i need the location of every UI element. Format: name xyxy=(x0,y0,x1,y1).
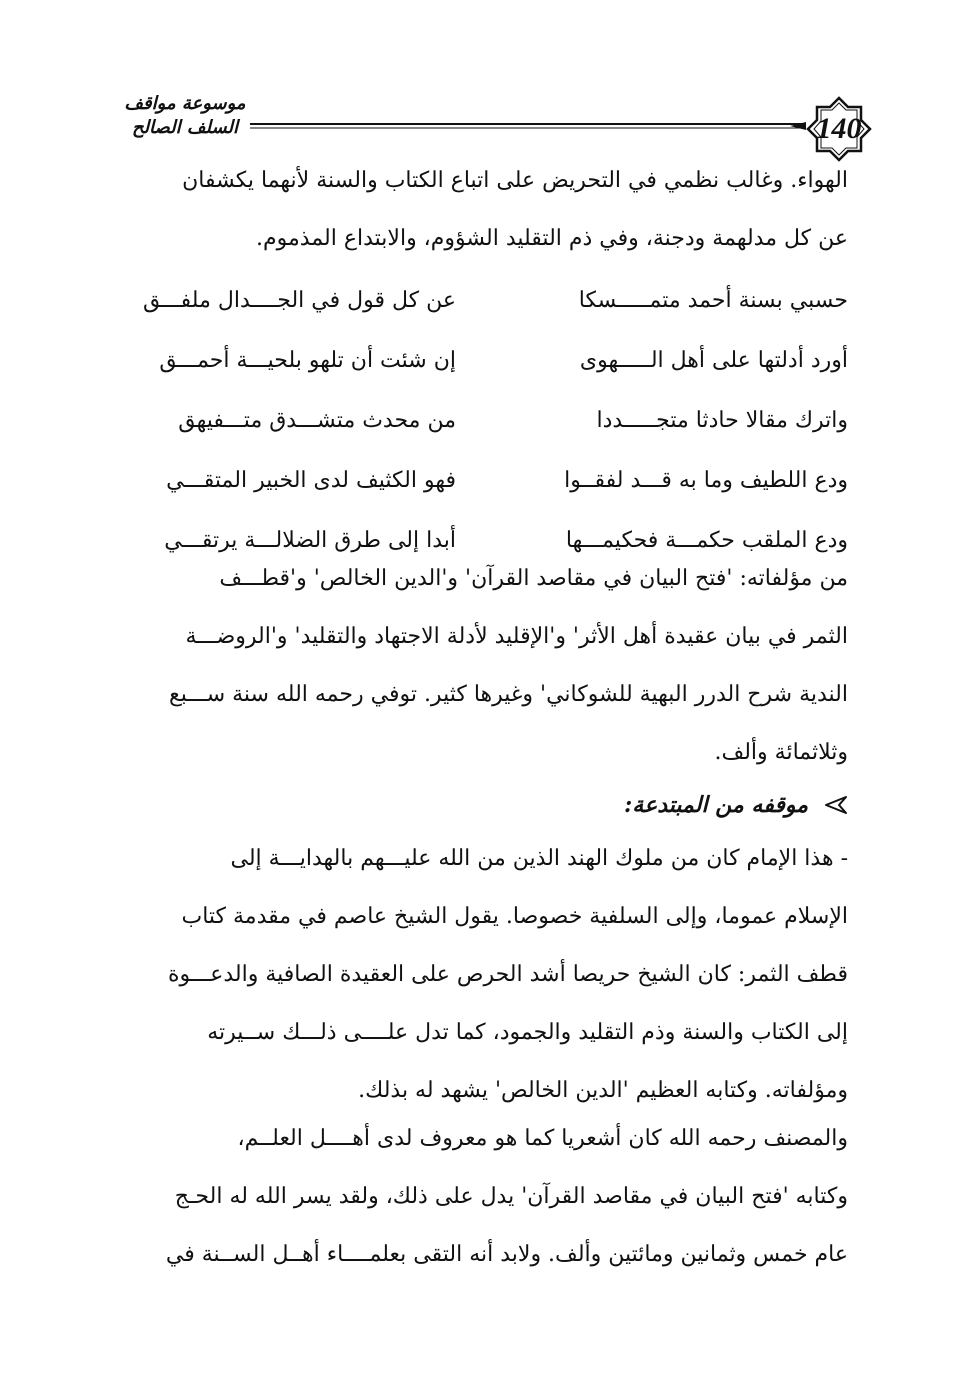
verse-second-hemistich: إن شئت أن تلهو بلحيـــة أحمـــق xyxy=(159,347,456,373)
text-line: الإسلام عموما، وإلى السلفية خصوصا. يقول الشيخ عاصم في مقدمة كتاب xyxy=(181,904,848,929)
verse-second-hemistich: من محدث متشـــدق متـــفيهق xyxy=(178,407,456,433)
verse-first-hemistich: أورد أدلتها على أهل الـــــهوى xyxy=(579,347,848,373)
verse-second-hemistich: عن كل قول في الجــــدال ملفـــق xyxy=(142,287,456,313)
section-heading-text: موقفه من المبتدعة: xyxy=(624,792,808,818)
text-line: عام خمس وثمانين ومائتين وألف. ولابد أنه التقى بعلمــــاء أهــل الســنة في xyxy=(165,1242,848,1267)
text-line: الثمر في بيان عقيدة أهل الأثر' و'الإقليد لأدلة الاجتهاد والتقليد' و'الروضـــة xyxy=(185,624,848,649)
text-line: ومؤلفاته. وكتابه العظيم 'الدين الخالص' يشهد له بذلك. xyxy=(358,1078,848,1103)
text-line: الهواء. وغالب نظمي في التحريض على اتباع الكتاب والسنة لأنهما يكشفان xyxy=(182,168,848,193)
text-line: - هذا الإمام كان من ملوك الهند الذين من الله عليـــهم بالهدايـــة إلى xyxy=(230,846,848,871)
header-rule xyxy=(250,122,806,132)
intro-paragraph xyxy=(116,152,848,268)
text-line: عن كل مدلهمة ودجنة، وفي ذم التقليد الشؤوم، والابتداع المذموم. xyxy=(256,226,848,251)
text-line: والمصنف رحمه الله كان أشعريا كما هو معروف لدى أهــــل العلــم، xyxy=(237,1126,848,1151)
section-heading xyxy=(116,780,848,830)
poem-verse xyxy=(116,270,848,330)
stance-paragraph xyxy=(116,830,848,1120)
verse-first-hemistich: واترك مقالا حادثا متجـــــددا xyxy=(596,407,848,433)
verse-second-hemistich: فهو الكثيف لدى الخبير المتقـــي xyxy=(166,467,456,493)
page-number: 140 xyxy=(816,112,862,145)
poem-verse xyxy=(116,330,848,390)
verse-first-hemistich: حسبي بسنة أحمد متمـــــسكا xyxy=(578,287,848,313)
works-paragraph xyxy=(116,550,848,782)
text-line: وكتابه 'فتح البيان في مقاصد القرآن' يدل على ذلك، ولقد يسر الله له الحـج xyxy=(174,1184,848,1209)
poem xyxy=(116,270,848,570)
series-title: موسوعة مواقف السلف الصالح xyxy=(124,93,246,138)
author-paragraph xyxy=(116,1110,848,1284)
verse-second-hemistich: أبدا إلى طرق الضلالـــة يرتقـــي xyxy=(164,527,456,553)
verse-first-hemistich: ودع اللطيف وما به قـــد لفقــوا xyxy=(564,467,848,493)
text-line: من مؤلفاته: 'فتح البيان في مقاصد القرآن' و'الدين الخالص' و'قطـــف xyxy=(219,566,848,591)
verse-first-hemistich: ودع الملقب حكمـــة فحكيمـــها xyxy=(565,527,848,553)
arrowhead-icon xyxy=(822,794,848,816)
text-line: الندية شرح الدرر البهية للشوكاني' وغيرها كثير. توفي رحمه الله سنة ســـبع xyxy=(169,682,848,707)
text-line: قطف الثمر: كان الشيخ حريصا أشد الحرص على العقيدة الصافية والدعـــوة xyxy=(167,962,848,987)
text-line: وثلاثمائة وألف. xyxy=(714,740,848,765)
poem-verse xyxy=(116,390,848,450)
poem-verse xyxy=(116,450,848,510)
text-line: إلى الكتاب والسنة وذم التقليد والجمود، كما تدل علــــى ذلـــك ســيرته xyxy=(207,1020,848,1045)
